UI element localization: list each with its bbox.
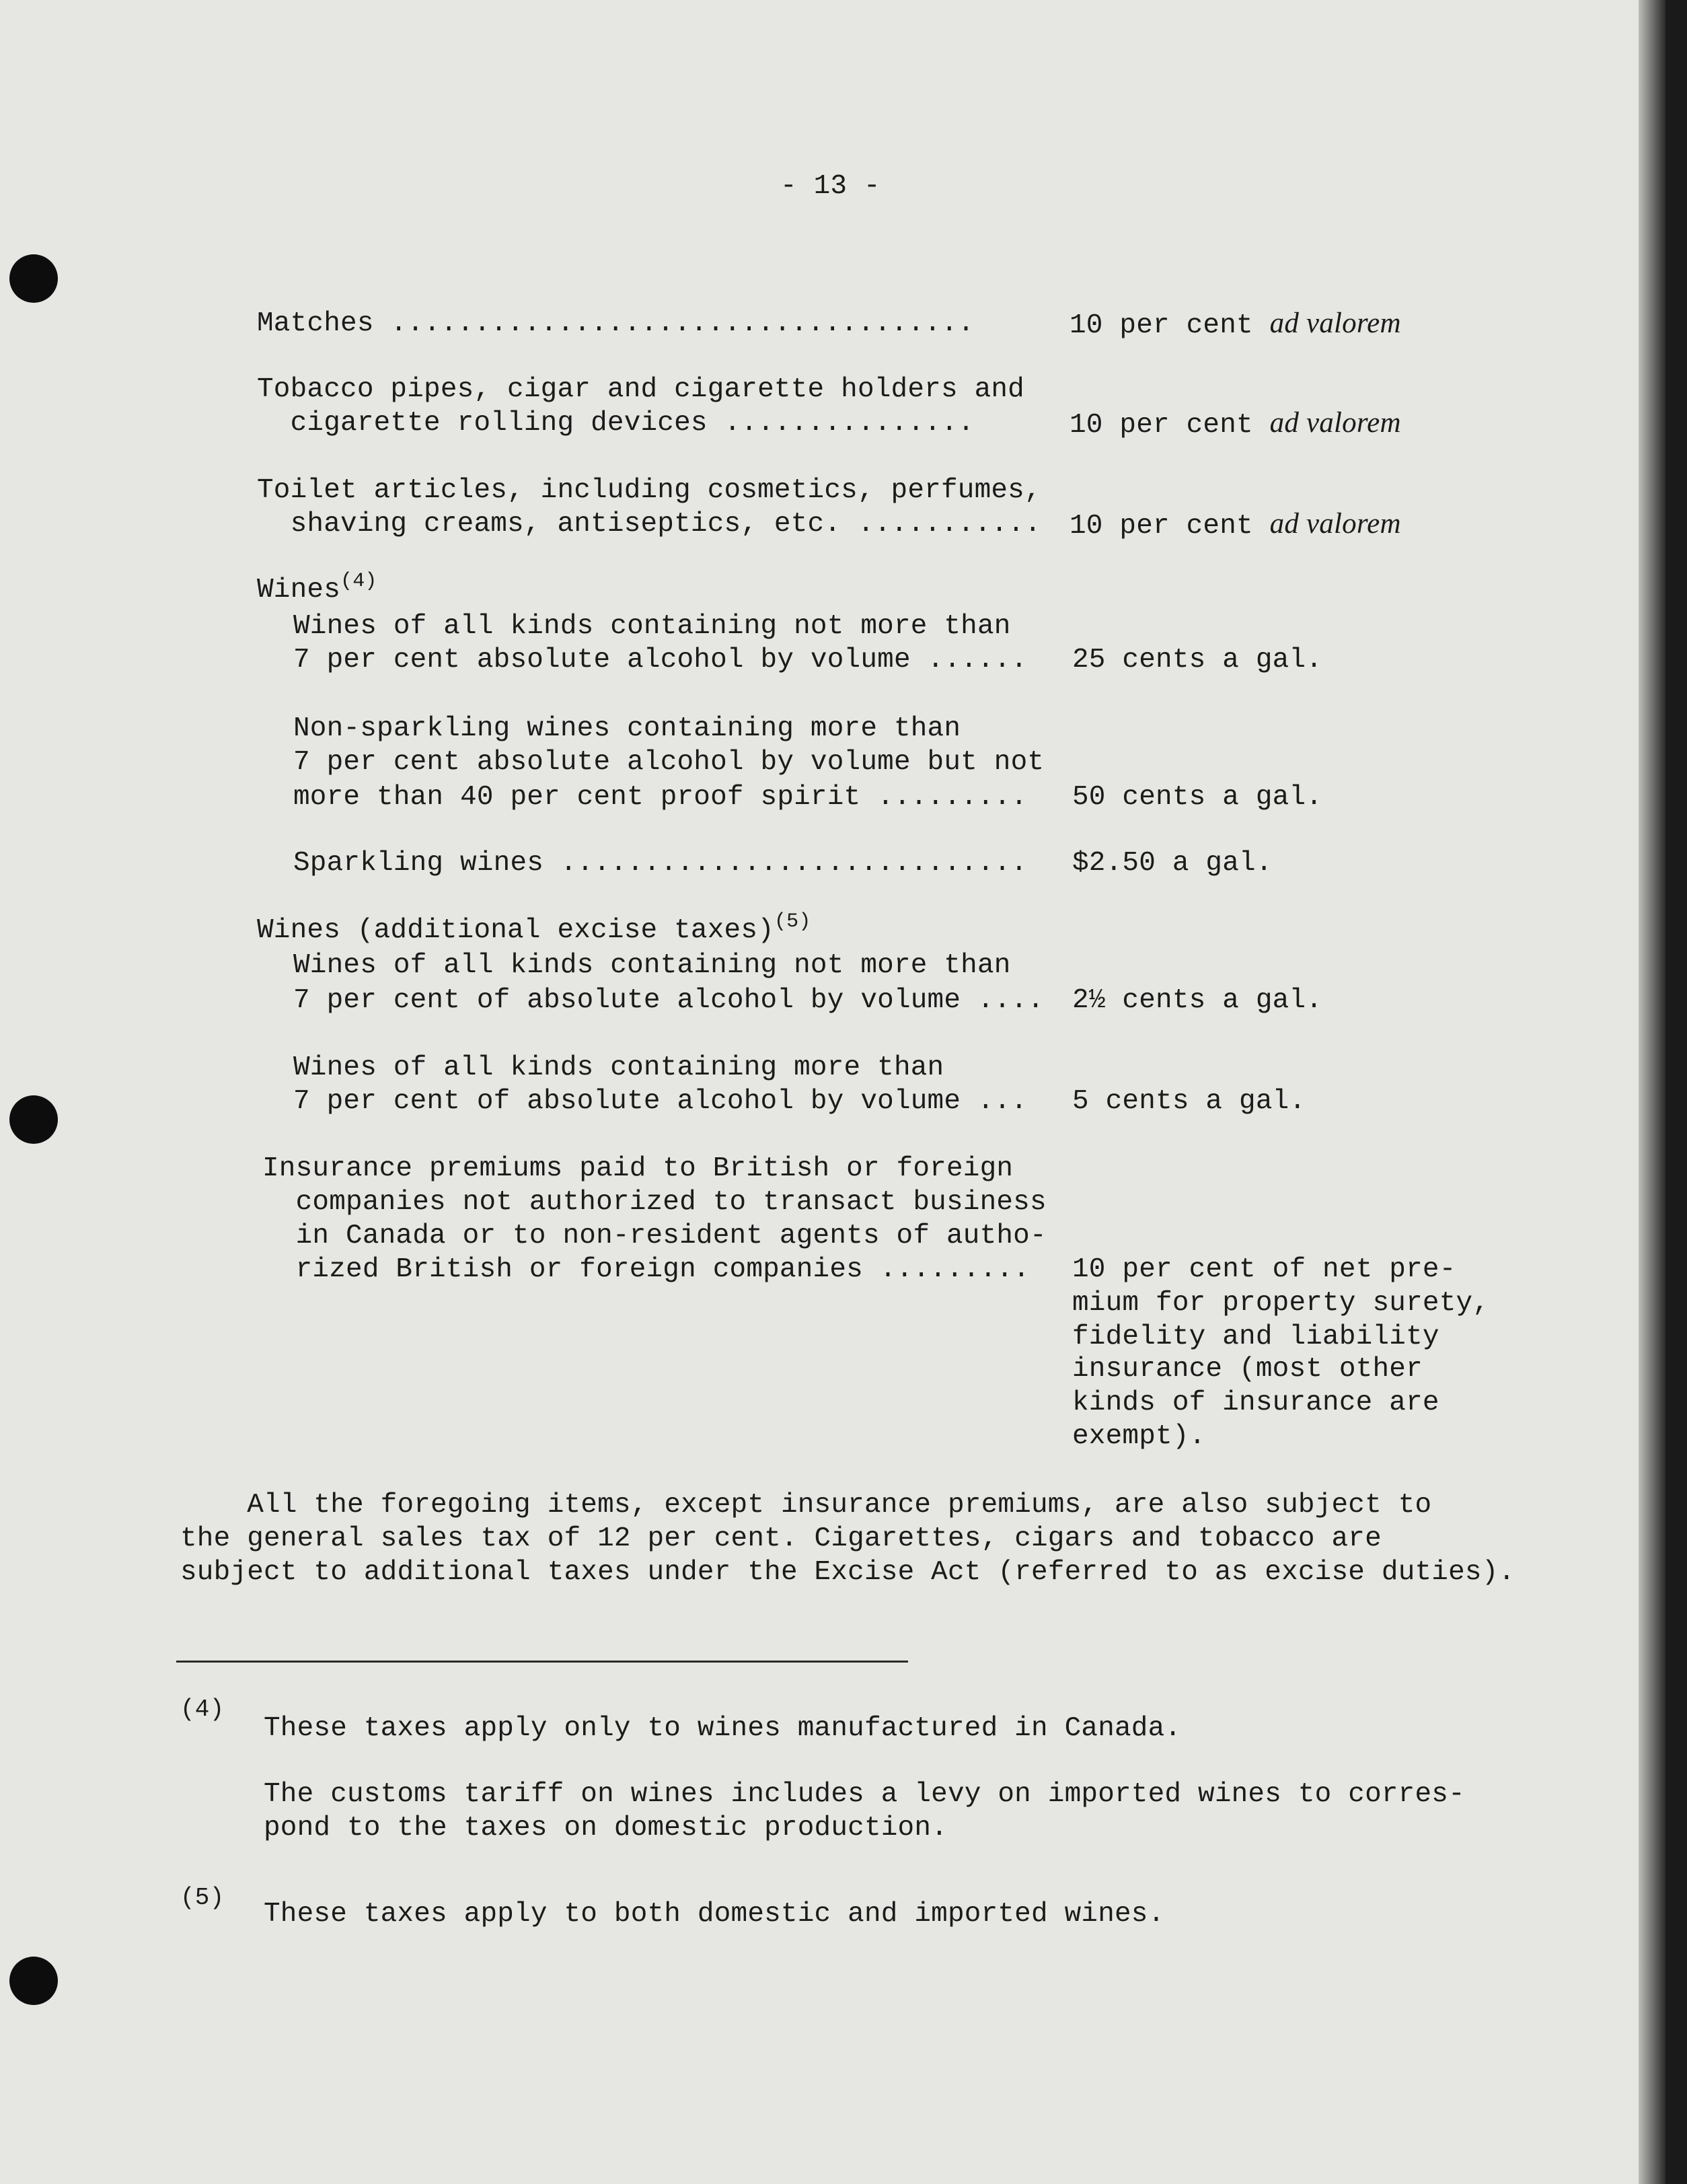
page-number: - 13 - xyxy=(780,171,880,202)
item-matches-desc: Matches ................................... xyxy=(257,308,975,339)
item-pipes-desc-line1: Tobacco pipes, cigar and cigarette holders and xyxy=(257,374,1024,405)
wines-additional-entry-2-line1: Wines of all kinds containing more than xyxy=(293,1052,944,1083)
wines-entry-1-line1: Wines of all kinds containing not more than xyxy=(293,611,1011,642)
wines-additional-heading: Wines (additional excise taxes)$^{(5)}$ xyxy=(257,910,811,946)
wines-additional-entry-2-line2: 7 per cent of absolute alcohol by volume ... xyxy=(293,1086,1028,1117)
footnote-5-text: These taxes apply to both domestic and imported wines. xyxy=(264,1899,1165,1930)
wines-additional-entry-1-rate: 2½ cents a gal. xyxy=(1072,985,1323,1016)
insurance-desc-line3: in Canada or to non-resident agents of autho- xyxy=(262,1221,1047,1251)
wines-entry-1-rate: 25 cents a gal. xyxy=(1072,645,1323,676)
insurance-rate-line3: fidelity and liability xyxy=(1072,1321,1439,1352)
page-edge-shadow xyxy=(1639,0,1665,2184)
wines-entry-2-line3: more than 40 per cent proof spirit ......... xyxy=(293,782,1028,813)
wines-additional-entry-1-line2: 7 per cent of absolute alcohol by volume .... xyxy=(293,985,1045,1016)
footnote-4-text: These taxes apply only to wines manufactured in Canada. xyxy=(264,1713,1182,1744)
footnote-4-mark: (4) xyxy=(180,1696,225,1723)
punch-hole-bottom xyxy=(9,1957,58,2005)
wines-additional-entry-2-rate: 5 cents a gal. xyxy=(1072,1086,1306,1117)
punch-hole-top xyxy=(9,254,58,303)
insurance-desc-line2: companies not authorized to transact business xyxy=(262,1187,1047,1218)
wines-heading: Wines$^{(4)}$ xyxy=(257,570,377,606)
footnote-ref-4: (4) xyxy=(340,570,377,593)
item-pipes-desc-line2: cigarette rolling devices ............... xyxy=(257,408,975,439)
footnote-5-mark: (5) xyxy=(180,1884,225,1912)
insurance-rate-line5: kinds of insurance are xyxy=(1072,1387,1439,1418)
paragraph-line3: subject to additional taxes under the Excise Act (referred to as excise duties). xyxy=(180,1557,1515,1588)
footnote-4-extra-line1: The customs tariff on wines includes a levy on imported wines to corres- xyxy=(264,1779,1465,1810)
footnote-ref-5: (5) xyxy=(774,910,811,933)
insurance-rate-line2: mium for property surety, xyxy=(1072,1288,1490,1319)
wines-entry-3-rate: $2.50 a gal. xyxy=(1072,848,1273,879)
item-pipes-rate: 10 per cent ad valorem xyxy=(1070,407,1401,441)
item-toilet-desc-line2: shaving creams, antiseptics, etc. ........... xyxy=(257,509,1041,540)
wines-entry-3-line1: Sparkling wines ............................ xyxy=(293,848,1028,879)
wines-entry-2-rate: 50 cents a gal. xyxy=(1072,782,1323,813)
item-toilet-rate: 10 per cent ad valorem xyxy=(1070,508,1401,542)
item-matches-rate: 10 per cent ad valorem xyxy=(1070,307,1401,341)
insurance-desc-line4: rized British or foreign companies ......... xyxy=(262,1254,1030,1285)
insurance-rate-line1: 10 per cent of net pre- xyxy=(1072,1254,1456,1285)
footnote-4-extra-line2: pond to the taxes on domestic production. xyxy=(264,1813,948,1844)
wines-additional-entry-1-line1: Wines of all kinds containing not more than xyxy=(293,950,1011,981)
wines-entry-2-line2: 7 per cent absolute alcohol by volume but not xyxy=(293,747,1045,778)
wines-entry-2-line1: Non-sparkling wines containing more than xyxy=(293,713,961,744)
footnote-divider xyxy=(176,1661,908,1663)
wines-entry-1-line2: 7 per cent absolute alcohol by volume ...... xyxy=(293,645,1028,676)
paragraph-line2: the general sales tax of 12 per cent. Cigarettes, cigars and tobacco are xyxy=(180,1523,1382,1554)
item-toilet-desc-line1: Toilet articles, including cosmetics, perfumes, xyxy=(257,475,1041,506)
punch-hole-middle xyxy=(9,1095,58,1144)
insurance-rate-line6: exempt). xyxy=(1072,1421,1206,1452)
insurance-rate-line4: insurance (most other xyxy=(1072,1354,1423,1385)
insurance-desc-line1: Insurance premiums paid to British or foreign xyxy=(262,1153,1014,1184)
paragraph-line1: All the foregoing items, except insurance premiums, are also subject to xyxy=(180,1490,1432,1521)
